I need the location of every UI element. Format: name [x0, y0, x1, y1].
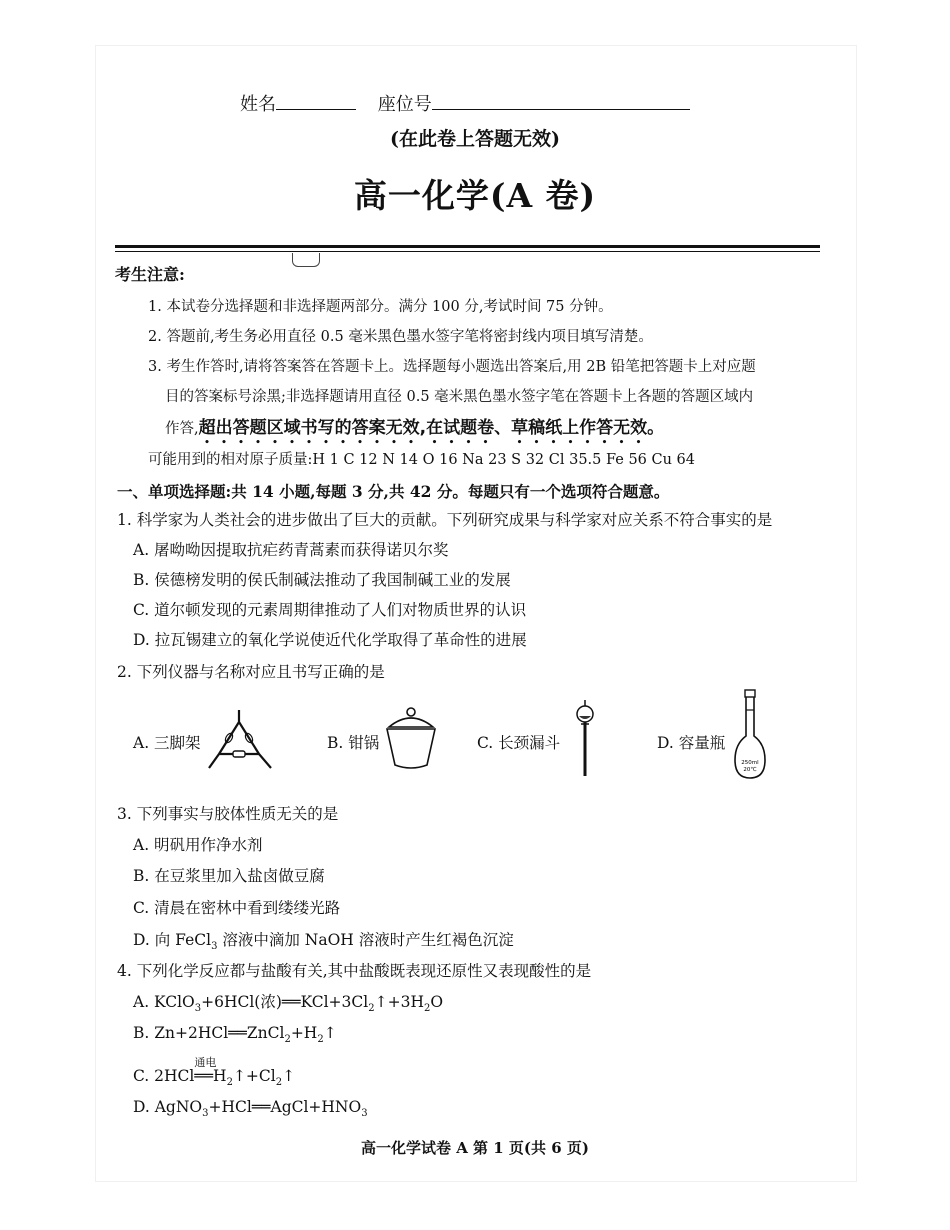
q4a-s3: 2 [423, 1003, 431, 1015]
q4c-s1: 2 [226, 1077, 233, 1089]
q3-d-text-2: 溶液中滴加 NaOH 溶液时产生红褐色沉淀 [217, 931, 514, 949]
notice-item-2: 2. 答题前,考生务必用直径 0.5 毫米黑色墨水签字笔将密封线内项目填写清楚。 [148, 329, 653, 345]
q4b-s1: 2 [284, 1034, 291, 1046]
page-footer: 高一化学试卷 A 第 1 页(共 6 页) [360, 1139, 590, 1157]
q4-stem: 4. 下列化学反应都与盐酸有关,其中盐酸既表现还原性又表现酸性的是 [117, 962, 592, 980]
q1-option-d: D. 拉瓦锡建立的氧化学说使近代化学取得了革命性的进展 [133, 631, 527, 649]
q3-d-text-1: D. 向 FeCl [133, 931, 212, 949]
q4a-s2: 2 [368, 1003, 375, 1015]
section-heading: 一、单项选择题:共 14 小题,每题 3 分,共 42 分。每题只有一个选项符合题意。 [117, 482, 670, 501]
q2-option-b: B. 钳锅 [327, 734, 380, 752]
q4d-s2: 3 [361, 1108, 368, 1120]
q4c-s2: 2 [275, 1077, 283, 1089]
q4c-arrow [194, 1056, 217, 1085]
q4c-eq: ══ [194, 1067, 214, 1085]
q4a-t3: KCl+3Cl [300, 993, 369, 1011]
q4-option-b [133, 1024, 337, 1045]
funnel-figure [573, 700, 597, 780]
q4b-eq: ══ [228, 1024, 247, 1042]
q4b-t4: ↑ [323, 1024, 337, 1042]
notice-item-3a: 3. 考生作答时,请将答案答在答题卡上。选择题每小题选出答案后,用 2B 铅笔把答题卡上对应题 [148, 359, 756, 375]
name-label: 姓名 [240, 94, 276, 115]
q4b-t3: +H [290, 1024, 318, 1042]
q4c-condition: 通电 [194, 1056, 217, 1069]
atomic-masses: 可能用到的相对原子质量:H 1 C 12 N 14 O 16 Na 23 S 32 Cl 35.5 Fe 56 Cu 64 [148, 452, 695, 468]
q4b-s2: 2 [317, 1034, 324, 1046]
q4a-t1: A. KClO [133, 993, 195, 1011]
volumetric-flask-figure [733, 688, 767, 782]
q3-option-d [133, 928, 514, 952]
q3-option-a: A. 明矾用作净水剂 [133, 836, 263, 854]
q4a-t4: ↑+3H [374, 993, 424, 1011]
q4d-s1: 3 [202, 1108, 209, 1120]
notice-item-3c [165, 413, 664, 448]
title-rule-thin [115, 251, 820, 252]
q4d-eq: ══ [251, 1098, 271, 1116]
name-blank [276, 93, 356, 110]
tab-mark [292, 253, 320, 267]
q4a-t5: O [430, 993, 444, 1011]
q1-option-c: C. 道尔顿发现的元素周期律推动了人们对物质世界的认识 [133, 601, 527, 619]
q4b-t1: B. Zn+2HCl [133, 1024, 229, 1042]
notice-emphasis: 超出答题区域书写的答案无效,在试题卷、草稿纸上作答无效。 [198, 418, 665, 438]
q3-option-c: C. 清晨在密林中看到缕缕光路 [133, 899, 341, 917]
q3-d-sub: 3 [211, 941, 218, 953]
candidate-info-line [240, 90, 690, 116]
page-title: 高一化学(A 卷) [353, 176, 597, 215]
q4c-t2: H [213, 1067, 227, 1085]
q2-option-d: D. 容量瓶 [657, 734, 726, 752]
q4b-t2: ZnCl [246, 1024, 285, 1042]
q2-stem: 2. 下列仪器与名称对应且书写正确的是 [117, 663, 385, 681]
q4-option-c [133, 1056, 296, 1089]
q4d-t1: D. AgNO [133, 1098, 203, 1116]
q4c-t4: ↑ [282, 1067, 296, 1085]
q2-option-a: A. 三脚架 [133, 734, 201, 752]
crucible-figure [383, 707, 439, 771]
q4-option-d [133, 1098, 368, 1119]
q4a-eq: ══ [281, 993, 301, 1011]
q1-option-b: B. 侯德榜发明的侯氏制碱法推动了我国制碱工业的发展 [133, 571, 511, 589]
notice-item-1: 1. 本试卷分选择题和非选择题两部分。满分 100 分,考试时间 75 分钟。 [148, 299, 613, 315]
q3-option-b: B. 在豆浆里加入盐卤做豆腐 [133, 867, 325, 885]
q4a-t2: +6HCl(浓) [201, 993, 282, 1011]
q4c-t3: ↑+Cl [232, 1067, 276, 1085]
seat-label: 座位号 [377, 94, 432, 115]
seat-blank [432, 93, 690, 110]
q2-option-c: C. 长颈漏斗 [477, 734, 561, 752]
notice-item-3b: 目的答案标号涂黑;非选择题请用直径 0.5 毫米黑色墨水签字笔在答题卡上各题的答题区域内 [165, 389, 754, 405]
q3-stem: 3. 下列事实与胶体性质无关的是 [117, 805, 339, 823]
tripod-figure [205, 708, 275, 770]
flask-volume-mark: 250ml [741, 760, 759, 766]
q4c-t1: C. 2HCl [133, 1067, 195, 1085]
q1-option-a: A. 屠呦呦因提取抗疟药青蒿素而获得诺贝尔奖 [133, 541, 449, 559]
notice-heading: 考生注意: [115, 265, 185, 284]
q1-stem: 1. 科学家为人类社会的进步做出了巨大的贡献。下列研究成果与科学家对应关系不符合事实的是 [117, 511, 773, 529]
invalid-note: (在此卷上答题无效) [390, 128, 560, 150]
q4-option-a [133, 990, 443, 1014]
q4d-t3: AgCl+HNO [270, 1098, 362, 1116]
notice-item-3c-prefix: 作答, [165, 421, 199, 437]
q4d-t2: +HCl [208, 1098, 252, 1116]
flask-temp-mark: 20℃ [743, 767, 757, 773]
q4a-s1: 3 [194, 1003, 202, 1015]
title-rule-thick [115, 245, 820, 248]
